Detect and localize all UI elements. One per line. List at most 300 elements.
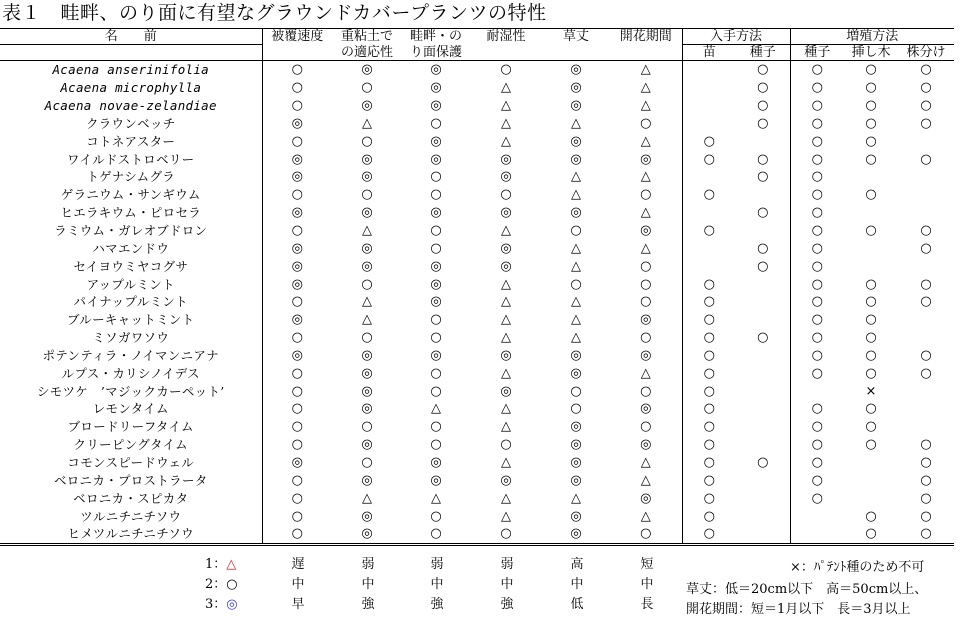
rating-cell: ◎ [610, 222, 682, 240]
table-row [0, 97, 954, 115]
rating-cell: ○ [736, 61, 790, 79]
rating-cell: △ [571, 240, 581, 256]
rating-cell: × [865, 383, 877, 399]
header-height: 草丈 [542, 29, 610, 45]
legend-value: 長 [640, 597, 654, 612]
plant-name: レモンタイム [0, 400, 262, 418]
rating-cell: ○ [736, 79, 790, 97]
rating-cell: △ [431, 401, 441, 417]
rating-cell [682, 204, 736, 222]
rating-cell: ○ [736, 257, 790, 275]
legend-symbol: △ [226, 557, 237, 572]
table-row [0, 257, 954, 275]
table-row [0, 489, 954, 507]
rating-cell: △ [610, 454, 682, 472]
table-row [0, 382, 954, 400]
rating-cell: ○ [811, 276, 823, 292]
rating-cell: △ [571, 294, 581, 310]
table-row [0, 115, 954, 133]
legend-value: 弱 [361, 557, 375, 572]
rating-cell: ○ [920, 240, 932, 256]
table-row [0, 418, 954, 436]
rating-cell: ○ [920, 223, 932, 239]
plant-name: アップルミント [0, 275, 262, 293]
rating-cell: ○ [570, 383, 582, 399]
rating-cell [682, 257, 736, 275]
rating-cell: ○ [610, 293, 682, 311]
rating-cell: ◎ [500, 169, 512, 185]
rating-cell: △ [610, 168, 682, 186]
rating-cell: ○ [430, 330, 442, 346]
rating-cell [736, 525, 790, 544]
rating-cell [898, 311, 954, 329]
plant-name: ヒメツルニチニチソウ [0, 525, 262, 544]
rating-cell: ◎ [361, 401, 373, 417]
plant-name: コトネアスター [0, 132, 262, 150]
rating-cell: △ [610, 507, 682, 525]
rating-cell: ○ [291, 383, 303, 399]
rating-cell: △ [571, 187, 581, 203]
legend-value: 強 [361, 597, 375, 612]
table-row [0, 150, 954, 168]
rating-cell: ○ [865, 508, 877, 524]
legend-value: 中 [430, 577, 444, 592]
rating-cell: △ [362, 294, 372, 310]
table-row [0, 132, 954, 150]
rating-cell: ◎ [361, 62, 373, 78]
rating-cell: ○ [865, 437, 877, 453]
rating-cell [844, 204, 898, 222]
rating-cell [898, 168, 954, 186]
rating-cell: ○ [570, 276, 582, 292]
rating-cell: ○ [291, 80, 303, 96]
rating-cell: ◎ [610, 489, 682, 507]
rating-cell: ◎ [430, 294, 442, 310]
rating-cell: ◎ [430, 133, 442, 149]
rating-cell: ○ [500, 62, 512, 78]
rating-cell: ◎ [291, 240, 303, 256]
rating-cell: ○ [703, 330, 715, 346]
rating-cell: ○ [703, 223, 715, 239]
rating-cell: ◎ [500, 240, 512, 256]
rating-cell: ◎ [570, 151, 582, 167]
rating-cell [844, 489, 898, 507]
rating-cell: ◎ [430, 454, 442, 470]
rating-cell: ◎ [361, 437, 373, 453]
rating-cell: ○ [430, 240, 442, 256]
rating-cell: ○ [811, 472, 823, 488]
rating-cell: ◎ [430, 151, 442, 167]
rating-cell: ○ [430, 508, 442, 524]
rating-cell: ○ [811, 419, 823, 435]
table-row [0, 507, 954, 525]
rating-cell: △ [571, 169, 581, 185]
rating-cell: ○ [703, 276, 715, 292]
rating-cell: ○ [291, 490, 303, 506]
rating-cell: ◎ [500, 383, 512, 399]
legend-value: 強 [500, 597, 514, 612]
rating-cell: ○ [736, 97, 790, 115]
legend-value: 強 [430, 597, 444, 612]
rating-cell: ◎ [570, 80, 582, 96]
rating-cell: ◎ [361, 169, 373, 185]
table-row [0, 364, 954, 382]
rating-cell: △ [610, 364, 682, 382]
rating-cell: ○ [920, 98, 932, 114]
rating-cell: ○ [291, 365, 303, 381]
rating-cell: ○ [920, 347, 932, 363]
rating-cell: ○ [291, 419, 303, 435]
plant-name: ヒエラキウム・ピロセラ [0, 204, 262, 222]
rating-cell: ○ [610, 186, 682, 204]
rating-cell: ◎ [291, 151, 303, 167]
rating-cell [736, 222, 790, 240]
rating-cell: ○ [865, 98, 877, 114]
rating-cell: ○ [703, 133, 715, 149]
rating-cell: ○ [703, 187, 715, 203]
rating-cell: ◎ [430, 80, 442, 96]
header-cover-speed: 被覆速度 [262, 29, 332, 45]
header-acquire-seedling: 苗 [682, 45, 736, 61]
characteristics-table [0, 28, 954, 546]
rating-cell: △ [362, 312, 372, 328]
rating-cell: ◎ [430, 258, 442, 274]
rating-cell: △ [501, 454, 511, 470]
rating-cell: ○ [430, 383, 442, 399]
plant-name: ハマエンドウ [0, 239, 262, 257]
rating-cell: ○ [361, 419, 373, 435]
legend-bloom-note: 開花期間：短＝1月以下 長＝3月以上 [686, 602, 911, 617]
legend-value: 遅 [291, 557, 305, 572]
rating-cell: ○ [811, 169, 823, 185]
table-title: 表１ 畦畔、のり面に有望なグラウンドカバープランツの特性 [2, 2, 547, 24]
rating-cell: ◎ [570, 98, 582, 114]
plant-name: ベロニカ・スピカタ [0, 489, 262, 507]
rating-cell: △ [501, 115, 511, 131]
rating-cell [736, 382, 790, 400]
rating-cell: ◎ [430, 472, 442, 488]
rating-cell [736, 400, 790, 418]
rating-cell: ◎ [610, 311, 682, 329]
rating-cell: △ [362, 115, 372, 131]
rating-cell: ○ [865, 151, 877, 167]
plant-name: Acaena microphylla [0, 79, 262, 97]
rating-cell: ○ [811, 490, 823, 506]
rating-cell: ○ [865, 312, 877, 328]
rating-cell: △ [610, 132, 682, 150]
rating-cell: ○ [361, 330, 373, 346]
rating-cell: ◎ [430, 98, 442, 114]
rating-cell: ○ [291, 294, 303, 310]
plant-name: クラウンベッチ [0, 115, 262, 133]
rating-cell: ○ [291, 472, 303, 488]
rating-cell: ○ [703, 401, 715, 417]
legend-number: 3： [205, 597, 227, 612]
rating-cell: △ [501, 312, 511, 328]
table-row [0, 204, 954, 222]
rating-cell: ○ [920, 490, 932, 506]
plant-name: ベロニカ・プロストラータ [0, 471, 262, 489]
rating-cell: ◎ [291, 454, 303, 470]
rating-cell: ○ [430, 187, 442, 203]
plant-name: ポテンティラ・ノイマンニアナ [0, 347, 262, 365]
rating-cell: △ [610, 79, 682, 97]
rating-cell [898, 418, 954, 436]
rating-cell: ◎ [291, 312, 303, 328]
rating-cell: ○ [570, 223, 582, 239]
rating-cell: ○ [811, 205, 823, 221]
rating-cell: ◎ [570, 205, 582, 221]
rating-cell: ○ [703, 419, 715, 435]
legend-value: 弱 [500, 557, 514, 572]
rating-cell: △ [362, 490, 372, 506]
rating-cell: ○ [865, 294, 877, 310]
rating-cell [898, 204, 954, 222]
legend-number: 1： [205, 557, 227, 572]
rating-cell: ◎ [542, 525, 610, 544]
rating-cell: △ [571, 490, 581, 506]
rating-cell: ○ [736, 239, 790, 257]
rating-cell: ◎ [291, 169, 303, 185]
rating-cell: ◎ [291, 115, 303, 131]
rating-cell: ○ [811, 62, 823, 78]
rating-cell: △ [610, 61, 682, 79]
table-row [0, 329, 954, 347]
rating-cell: ○ [865, 330, 877, 346]
rating-cell: ○ [920, 294, 932, 310]
rating-cell [898, 329, 954, 347]
rating-cell: ○ [811, 151, 823, 167]
legend-symbol: ○ [226, 577, 238, 592]
rating-cell: ◎ [361, 347, 373, 363]
rating-cell: ○ [844, 525, 898, 544]
rating-cell: ◎ [291, 347, 303, 363]
plant-name: ブロードリーフタイム [0, 418, 262, 436]
rating-cell: ○ [703, 365, 715, 381]
header-name: 名 前 [0, 29, 262, 45]
rating-cell [736, 132, 790, 150]
rating-cell: ○ [470, 525, 542, 544]
rating-cell: ○ [402, 525, 470, 544]
rating-cell: ◎ [361, 205, 373, 221]
rating-cell: ○ [361, 80, 373, 96]
plant-name: ゲラニウム・サンギウム [0, 186, 262, 204]
rating-cell: ○ [865, 223, 877, 239]
rating-cell [736, 436, 790, 454]
rating-cell: ○ [920, 454, 932, 470]
rating-cell [736, 293, 790, 311]
legend-value: 中 [570, 577, 584, 592]
table-row [0, 293, 954, 311]
rating-cell [682, 97, 736, 115]
rating-cell: ○ [430, 223, 442, 239]
rating-cell [736, 186, 790, 204]
rating-cell: ○ [865, 62, 877, 78]
rating-cell: ◎ [361, 258, 373, 274]
rating-cell: ○ [736, 329, 790, 347]
rating-cell: ○ [430, 437, 442, 453]
rating-cell [844, 168, 898, 186]
header-prop-cutting: 挿し木 [844, 45, 898, 61]
rating-cell: ◎ [430, 205, 442, 221]
rating-cell: ○ [920, 437, 932, 453]
rating-cell: △ [610, 97, 682, 115]
plant-name: Acaena anserinifolia [0, 61, 262, 79]
rating-cell: ○ [898, 525, 954, 544]
rating-cell: ◎ [430, 62, 442, 78]
rating-cell [844, 454, 898, 472]
rating-cell: △ [571, 330, 581, 346]
rating-cell: ◎ [361, 151, 373, 167]
rating-cell: ○ [703, 490, 715, 506]
rating-cell: ○ [865, 365, 877, 381]
rating-cell: ○ [920, 151, 932, 167]
rating-cell: ○ [703, 312, 715, 328]
rating-cell: △ [501, 294, 511, 310]
rating-cell: ○ [703, 472, 715, 488]
rating-cell: ○ [811, 240, 823, 256]
rating-cell [736, 347, 790, 365]
rating-cell [736, 311, 790, 329]
rating-cell: ○ [865, 347, 877, 363]
rating-cell: ◎ [570, 437, 582, 453]
rating-cell: ○ [703, 151, 715, 167]
rating-cell: △ [501, 508, 511, 524]
rating-cell [682, 61, 736, 79]
rating-cell: ○ [291, 508, 303, 524]
rating-cell: ◎ [500, 151, 512, 167]
table-row [0, 168, 954, 186]
rating-cell [898, 186, 954, 204]
plant-name: クリーピングタイム [0, 436, 262, 454]
rating-cell: ◎ [500, 472, 512, 488]
plant-name: ミソガワソウ [0, 329, 262, 347]
rating-cell: ◎ [570, 454, 582, 470]
rating-cell: ○ [811, 187, 823, 203]
header-prop-seed: 種子 [790, 45, 844, 61]
rating-cell [682, 168, 736, 186]
rating-cell: ○ [865, 187, 877, 203]
rating-cell: ○ [703, 508, 715, 524]
rating-cell [682, 79, 736, 97]
plant-name: ラミウム・ガレオブドロン [0, 222, 262, 240]
rating-cell: ○ [291, 437, 303, 453]
rating-cell [736, 418, 790, 436]
rating-cell: ◎ [570, 472, 582, 488]
rating-cell: ○ [811, 365, 823, 381]
rating-cell: ○ [920, 80, 932, 96]
rating-cell [736, 364, 790, 382]
rating-cell: ○ [262, 525, 332, 544]
rating-cell: ◎ [500, 347, 512, 363]
rating-cell: ◎ [610, 400, 682, 418]
rating-cell: ○ [736, 150, 790, 168]
rating-cell: ○ [291, 223, 303, 239]
plant-name: ツルニチニチソウ [0, 507, 262, 525]
table-row [0, 525, 954, 544]
rating-cell: △ [501, 276, 511, 292]
rating-cell: ◎ [361, 472, 373, 488]
legend [0, 556, 963, 620]
rating-cell: ◎ [361, 240, 373, 256]
rating-cell: ○ [703, 454, 715, 470]
rating-cell: ◎ [610, 347, 682, 365]
rating-cell: △ [610, 204, 682, 222]
table-row [0, 471, 954, 489]
rating-cell [844, 257, 898, 275]
header-bloom: 開花期間 [610, 29, 682, 45]
table-row [0, 311, 954, 329]
rating-cell: △ [610, 239, 682, 257]
rating-cell: ◎ [430, 347, 442, 363]
rating-cell [790, 507, 844, 525]
header-clay-line1: 重粘土で [332, 29, 402, 45]
legend-value: 中 [640, 577, 654, 592]
rating-cell: ◎ [570, 133, 582, 149]
rating-cell: ○ [865, 115, 877, 131]
rating-cell: ○ [865, 80, 877, 96]
header-propagate: 増殖方法 [790, 29, 954, 45]
legend-value: 短 [640, 557, 654, 572]
header-acquire: 入手方法 [682, 29, 790, 45]
rating-cell: ○ [811, 98, 823, 114]
rating-cell: ◎ [610, 436, 682, 454]
rating-cell: ○ [811, 223, 823, 239]
rating-cell: ○ [811, 294, 823, 310]
rating-cell: ○ [920, 62, 932, 78]
rating-cell: ○ [920, 276, 932, 292]
rating-cell: ○ [361, 187, 373, 203]
rating-cell: ○ [920, 508, 932, 524]
rating-cell: ○ [865, 276, 877, 292]
plant-name: ブルーキャットミント [0, 311, 262, 329]
legend-value: 中 [500, 577, 514, 592]
rating-cell: ◎ [570, 365, 582, 381]
rating-cell [898, 257, 954, 275]
rating-cell: ○ [811, 312, 823, 328]
rating-cell: ◎ [291, 205, 303, 221]
rating-cell: ○ [865, 419, 877, 435]
rating-cell: ○ [570, 401, 582, 417]
rating-cell [682, 239, 736, 257]
plant-name: トゲナシムグラ [0, 168, 262, 186]
table-row [0, 275, 954, 293]
table-row [0, 79, 954, 97]
rating-cell: ◎ [361, 508, 373, 524]
rating-cell: △ [501, 401, 511, 417]
rating-cell: △ [501, 223, 511, 239]
table-row [0, 186, 954, 204]
legend-value: 高 [570, 557, 584, 572]
rating-cell: ○ [610, 257, 682, 275]
table-row [0, 400, 954, 418]
rating-cell: ○ [291, 187, 303, 203]
header-acquire-seed: 種子 [736, 45, 790, 61]
rating-cell: ○ [610, 115, 682, 133]
rating-cell: ○ [500, 437, 512, 453]
rating-cell: △ [571, 115, 581, 131]
rating-cell: ○ [291, 62, 303, 78]
legend-value: 弱 [430, 557, 444, 572]
rating-cell: ◎ [332, 525, 402, 544]
rating-cell [898, 132, 954, 150]
header-wet: 耐湿性 [470, 29, 542, 45]
rating-cell: △ [571, 258, 581, 274]
plant-name: セイヨウミヤコグサ [0, 257, 262, 275]
rating-cell: ○ [865, 133, 877, 149]
rating-cell: ○ [920, 115, 932, 131]
rating-cell: ○ [430, 169, 442, 185]
